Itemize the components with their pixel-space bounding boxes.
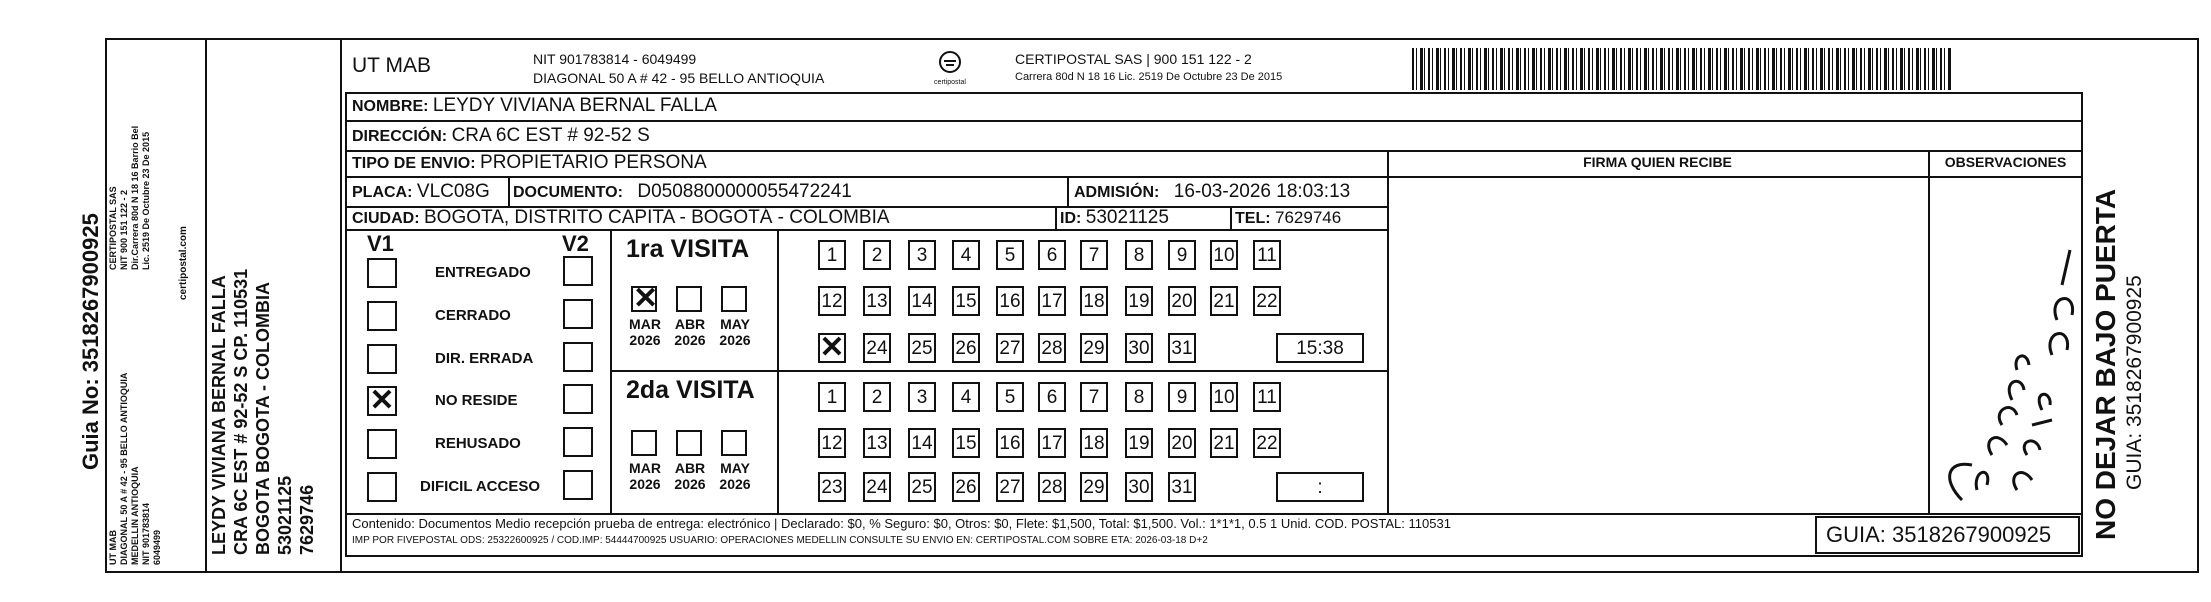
status-option-label: NO RESIDE xyxy=(435,392,518,409)
handwritten-observation xyxy=(1932,240,2082,510)
day-cell[interactable]: 29 xyxy=(1080,333,1108,363)
recipient-block-vertical: LEYDY VIVIANA BERNAL FALLA CRA 6C EST # 92-52 S CP. 110531 BOGOTA BOGOTA - COLOMBIA 53021125 7629746 xyxy=(209,268,317,555)
day-cell[interactable]: 13 xyxy=(863,286,891,316)
col-line-obs xyxy=(1928,150,1930,513)
firma-header: FIRMA QUIEN RECIBE xyxy=(1583,154,1732,170)
check-mark-icon: ✕ xyxy=(819,331,845,364)
row-line-1 xyxy=(345,120,2083,122)
courier-block-vertical: CERTIPOSTAL SAS NIT 900 151 122 - 2 Dir.Carrera 80d N 18 16 Barrio Bel Lic. 2519 De Octubre 23 De 2015 xyxy=(108,125,151,270)
day-cell[interactable]: 17 xyxy=(1038,286,1066,316)
check-mark-icon: ✕ xyxy=(633,282,659,315)
month-checkbox[interactable] xyxy=(631,430,657,456)
tipo-value: PROPIETARIO PERSONA xyxy=(480,152,707,173)
month-checkbox[interactable] xyxy=(721,430,747,456)
day-cell[interactable]: 10 xyxy=(1210,240,1238,270)
month-checkbox[interactable] xyxy=(676,286,702,312)
admision-label: ADMISIÓN: xyxy=(1074,184,1160,201)
status-option-label: DIR. ERRADA xyxy=(435,350,534,367)
courier-name: CERTIPOSTAL SAS | 900 151 122 - 2 xyxy=(1015,51,1252,67)
guia-number-left: Guia No: 3518267900925 xyxy=(78,213,103,470)
status-option-label: REHUSADO xyxy=(435,435,521,452)
nombre-label: NOMBRE: xyxy=(352,98,429,115)
month-label: MAY 2026 xyxy=(719,316,751,348)
day-cell[interactable] xyxy=(818,333,846,363)
v2-checkbox[interactable] xyxy=(563,299,593,329)
day-cell[interactable]: 24 xyxy=(863,333,891,363)
id-label: ID: xyxy=(1060,210,1082,227)
documento-row xyxy=(513,181,852,203)
month-label: ABR 2026 xyxy=(674,460,706,492)
day-cell[interactable]: 26 xyxy=(952,472,980,502)
month-label: MAR 2026 xyxy=(629,460,661,492)
courier-logo-caption: certipostal xyxy=(934,79,966,86)
footer-line xyxy=(345,513,2083,515)
footer-contenido: Contenido: Documentos Medio recepción prueba de entrega: electrónico | Declarado: $0, % Seguro: $0, Otros: $0, Flete: $1,500, Total: $1,500. Vol.: 1*1*1, 0.5 1 Unid. COD. POSTAL: 110531 xyxy=(352,516,1451,531)
day-cell[interactable]: 17 xyxy=(1038,428,1066,458)
day-cell[interactable]: 9 xyxy=(1168,240,1196,270)
day-cell[interactable]: 16 xyxy=(996,286,1024,316)
right-strip-warning: NO DEJAR BAJO PUERTA xyxy=(2090,188,2121,540)
tipo-row xyxy=(352,152,707,174)
id-row xyxy=(1060,207,1169,229)
day-cell[interactable]: 21 xyxy=(1210,286,1238,316)
day-cell[interactable]: 20 xyxy=(1168,286,1196,316)
v1-checkbox[interactable] xyxy=(367,258,397,288)
v1-checkbox[interactable] xyxy=(367,472,397,502)
courier-address: Carrera 80d N 18 16 Lic. 2519 De Octubre 23 De 2015 xyxy=(1015,71,1283,83)
col-line-tel xyxy=(1230,206,1232,229)
documento-label: DOCUMENTO: xyxy=(513,184,623,201)
day-cell[interactable]: 29 xyxy=(1080,472,1108,502)
placa-label: PLACA: xyxy=(352,184,413,201)
day-cell[interactable]: 19 xyxy=(1125,428,1153,458)
tel-label: TEL: xyxy=(1235,210,1271,227)
day-cell[interactable]: 24 xyxy=(863,472,891,502)
day-cell[interactable]: 11 xyxy=(1253,382,1281,412)
courier-logo-icon xyxy=(938,50,962,74)
day-cell[interactable]: 6 xyxy=(1038,382,1066,412)
sender-name: UT MAB xyxy=(352,54,431,77)
check-mark-icon: ✕ xyxy=(369,384,395,417)
tipo-label: TIPO DE ENVIO: xyxy=(352,155,476,172)
day-cell[interactable]: 30 xyxy=(1125,472,1153,502)
day-cell[interactable]: 27 xyxy=(996,472,1024,502)
direccion-value: CRA 6C EST # 92-52 S xyxy=(451,125,650,146)
day-cell[interactable]: 31 xyxy=(1168,472,1196,502)
tel-row xyxy=(1235,208,1341,228)
day-cell[interactable]: 20 xyxy=(1168,428,1196,458)
col-line-documento xyxy=(508,176,510,206)
row-line-5 xyxy=(345,229,1387,231)
tracking-barcode xyxy=(1412,48,1952,90)
visit-time-field[interactable]: 15:38 xyxy=(1276,333,1364,363)
col-line-id xyxy=(1055,206,1057,229)
day-cell[interactable]: 6 xyxy=(1038,240,1066,270)
first-visit-title: 1ra VISITA xyxy=(626,235,750,263)
nombre-row xyxy=(352,95,717,117)
month-label: ABR 2026 xyxy=(674,316,706,348)
day-cell[interactable]: 5 xyxy=(996,382,1024,412)
second-visit-title: 2da VISITA xyxy=(626,376,755,404)
documento-value: D0508800000055472241 xyxy=(637,181,852,202)
ciudad-label: CIUDAD: xyxy=(352,210,420,227)
direccion-row xyxy=(352,125,650,147)
admision-row xyxy=(1074,181,1350,203)
right-strip-guia: GUIA: 3518267900925 xyxy=(2123,275,2146,490)
status-option-label: DIFICIL ACCESO xyxy=(420,478,541,495)
v1-checkbox[interactable] xyxy=(367,301,397,331)
day-cell[interactable]: 15 xyxy=(952,428,980,458)
day-cell[interactable]: 28 xyxy=(1038,333,1066,363)
nombre-value: LEYDY VIVIANA BERNAL FALLA xyxy=(432,95,717,116)
day-cell[interactable]: 7 xyxy=(1080,240,1108,270)
day-cell[interactable]: 14 xyxy=(908,428,936,458)
day-cell[interactable]: 25 xyxy=(908,333,936,363)
sender-nit: NIT 901783814 - 6049499 xyxy=(533,51,697,67)
day-cell[interactable]: 1 xyxy=(818,382,846,412)
placa-value: VLC08G xyxy=(416,181,490,202)
status-option-label: CERRADO xyxy=(435,307,511,324)
day-cell[interactable]: 15 xyxy=(952,286,980,316)
day-cell[interactable]: 18 xyxy=(1080,286,1108,316)
id-value: 53021125 xyxy=(1085,207,1169,228)
left-divider-1 xyxy=(205,38,207,573)
ciudad-row xyxy=(352,207,890,229)
day-cell[interactable]: 21 xyxy=(1210,428,1238,458)
day-cell[interactable]: 3 xyxy=(908,382,936,412)
v2-checkbox[interactable] xyxy=(563,342,593,372)
courier-logo xyxy=(930,50,970,86)
day-cell[interactable]: 2 xyxy=(863,240,891,270)
day-cell[interactable]: 3 xyxy=(908,240,936,270)
day-cell[interactable]: 12 xyxy=(818,428,846,458)
day-cell[interactable]: 11 xyxy=(1253,240,1281,270)
row-line-3 xyxy=(345,176,2083,178)
day-cell[interactable]: 26 xyxy=(952,333,980,363)
day-cell[interactable]: 1 xyxy=(818,240,846,270)
day-cell[interactable]: 10 xyxy=(1210,382,1238,412)
status-option-label: ENTREGADO xyxy=(435,264,531,281)
observaciones-header: OBSERVACIONES xyxy=(1944,154,2067,170)
ciudad-value: BOGOTA, DISTRITO CAPITA - BOGOTÁ - COLOMBIA xyxy=(424,207,890,228)
day-cell[interactable]: 2 xyxy=(863,382,891,412)
v1-checkbox[interactable] xyxy=(367,386,397,416)
day-cell[interactable]: 22 xyxy=(1253,428,1281,458)
col-line-firma xyxy=(1387,150,1389,513)
month-checkbox[interactable] xyxy=(721,286,747,312)
v2-checkbox[interactable] xyxy=(563,256,593,286)
day-cell[interactable]: 7 xyxy=(1080,382,1108,412)
day-cell[interactable]: 31 xyxy=(1168,333,1196,363)
day-cell[interactable]: 9 xyxy=(1168,382,1196,412)
placa-row xyxy=(352,181,490,203)
col-line-admision xyxy=(1067,176,1069,206)
v2-checkbox[interactable] xyxy=(563,470,593,500)
month-checkbox[interactable] xyxy=(631,282,659,315)
day-cell[interactable]: 8 xyxy=(1125,240,1153,270)
admision-value: 16-03-2026 18:03:13 xyxy=(1173,181,1351,202)
left-divider-2 xyxy=(340,38,342,573)
v1-checkbox[interactable] xyxy=(367,429,397,459)
day-cell[interactable]: 23 xyxy=(818,472,846,502)
day-cell[interactable]: 4 xyxy=(952,240,980,270)
day-cell[interactable]: 19 xyxy=(1125,286,1153,316)
day-cell[interactable]: 5 xyxy=(996,240,1024,270)
day-cell[interactable]: 8 xyxy=(1125,382,1153,412)
v2-checkbox[interactable] xyxy=(563,427,593,457)
sender-address: DIAGONAL 50 A # 42 - 95 BELLO ANTIOQUIA xyxy=(533,70,825,86)
day-cell[interactable]: 13 xyxy=(863,428,891,458)
direccion-label: DIRECCIÓN: xyxy=(352,128,448,145)
day-cell[interactable]: 18 xyxy=(1080,428,1108,458)
month-checkbox[interactable] xyxy=(676,430,702,456)
day-cell[interactable]: 25 xyxy=(908,472,936,502)
visit-divider xyxy=(610,370,1387,372)
courier-website-vertical: certipostal.com xyxy=(178,226,189,300)
month-label: MAR 2026 xyxy=(629,316,661,348)
v1-label: V1 xyxy=(367,231,394,256)
day-cell[interactable]: 14 xyxy=(908,286,936,316)
day-cell[interactable]: 28 xyxy=(1038,472,1066,502)
day-cell[interactable]: 16 xyxy=(996,428,1024,458)
day-cell[interactable]: 30 xyxy=(1125,333,1153,363)
day-cell[interactable]: 27 xyxy=(996,333,1024,363)
v2-label: V2 xyxy=(562,231,589,256)
day-cell[interactable]: 12 xyxy=(818,286,846,316)
day-cell[interactable]: 22 xyxy=(1253,286,1281,316)
month-label: MAY 2026 xyxy=(719,460,751,492)
visit-time-field[interactable]: : xyxy=(1276,472,1364,502)
day-cell[interactable]: 4 xyxy=(952,382,980,412)
sender-block-vertical: UT MAB DIAGONAL 50 A # 42 - 95 BELLO ANTIOQUIA MEDELLIN ANTIOQUIA NIT 901783814 6049499 xyxy=(108,372,162,565)
footer-guia: GUIA: 3518267900925 xyxy=(1826,522,2052,547)
v1-checkbox[interactable] xyxy=(367,344,397,374)
tel-value: 7629746 xyxy=(1275,208,1342,227)
footer-imp: IMP POR FIVEPOSTAL ODS: 25322600925 / COD.IMP: 54444700925 USUARIO: OPERACIONES MEDELLIN CONSULTE SU ENVIO EN: CERTIPOSTAL.COM SOBRE ETA: 2026-03-18 D+2 xyxy=(352,535,1208,546)
v2-checkbox[interactable] xyxy=(563,384,593,414)
